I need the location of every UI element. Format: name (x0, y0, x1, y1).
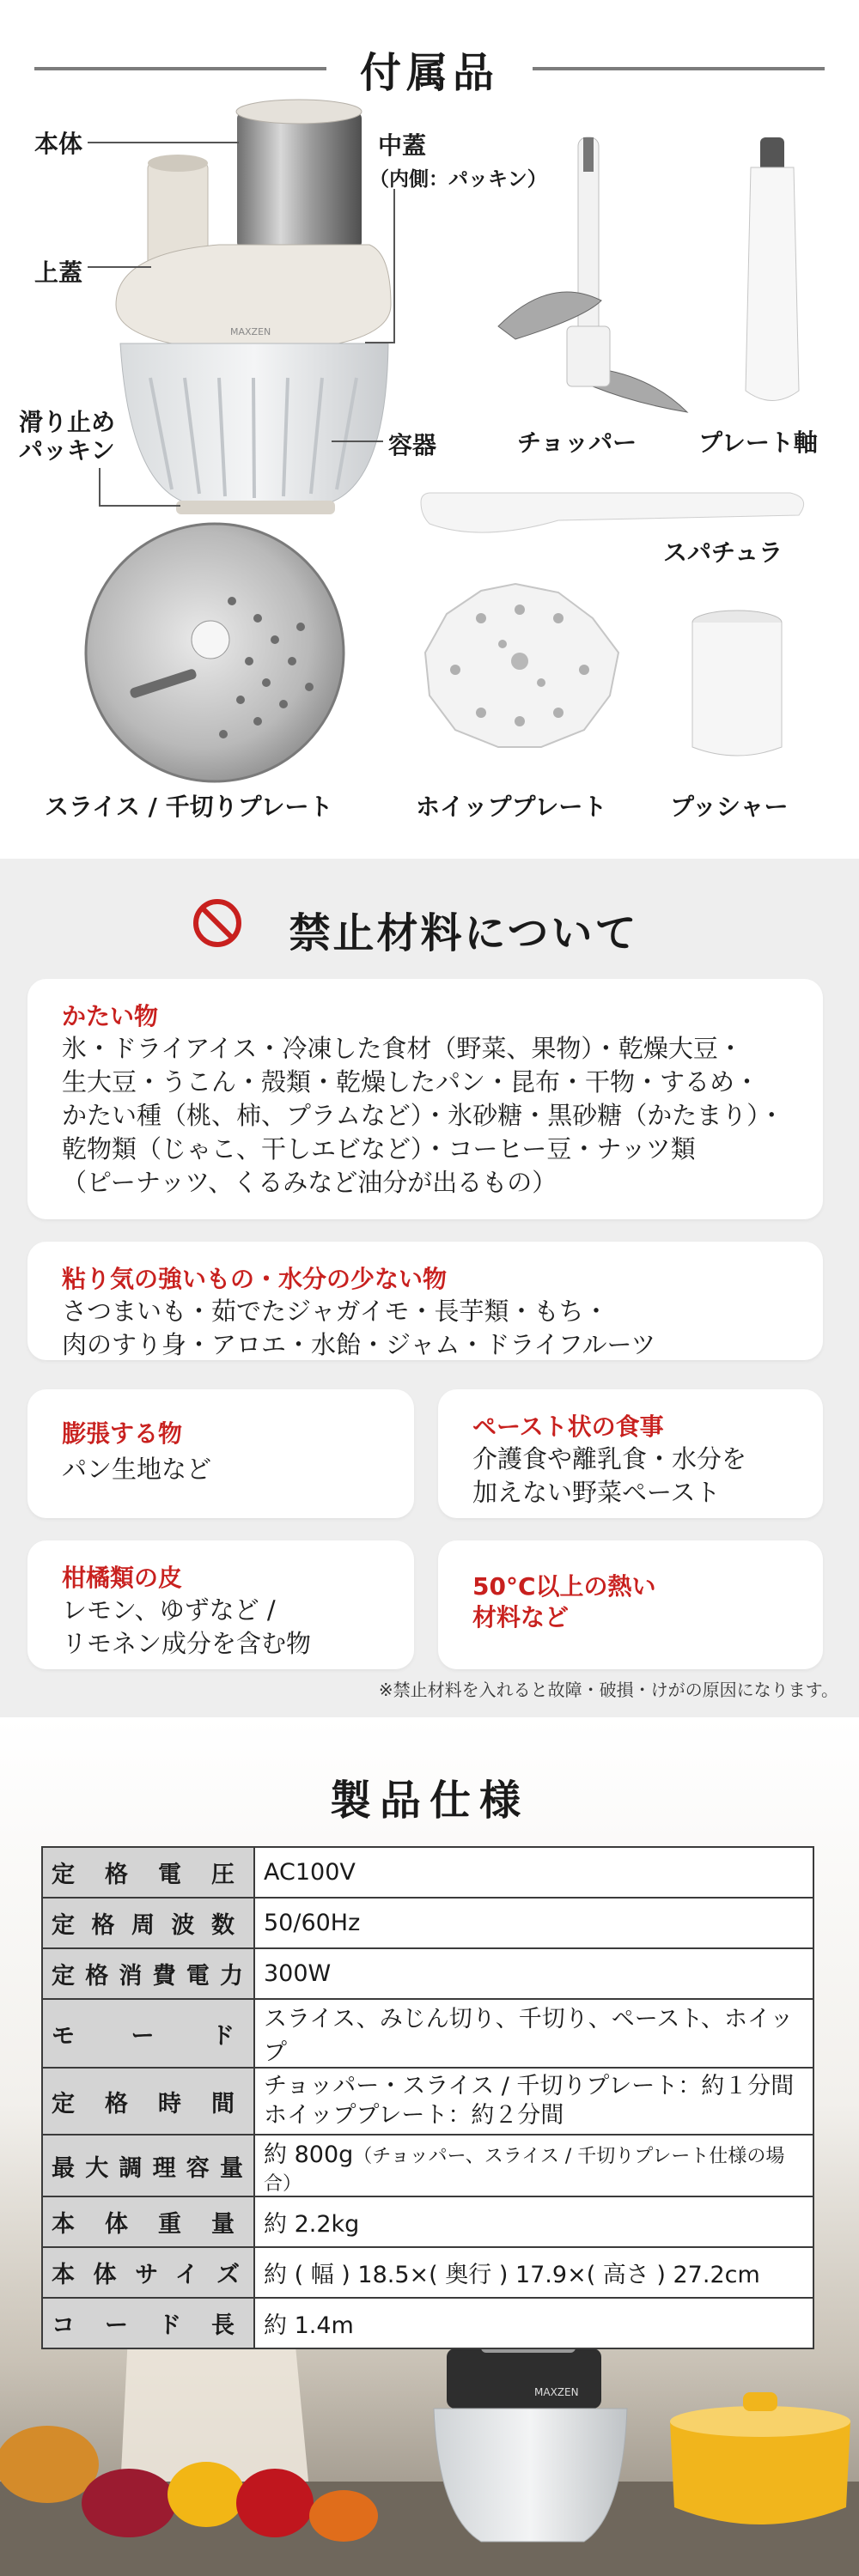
spec-value: 50/60Hz (254, 1898, 813, 1948)
middle-lid-leader-line (393, 189, 395, 343)
accessories-title: 付属品 (359, 49, 499, 97)
spec-key: 最大調理容量 (42, 2135, 254, 2196)
card-hot-items (438, 1540, 823, 1669)
prohibited-note: ※禁止材料を入れると故障・破損・けがの原因になります。 (378, 1680, 838, 1700)
card-heading: 膨張する物 (62, 1419, 183, 1448)
card-body: パン生地など (62, 1455, 212, 1484)
table-row (42, 2068, 813, 2135)
specs-title: 製品仕様 (329, 1777, 529, 1825)
label-body: 本体 (34, 130, 83, 158)
label-whip-plate: ホイッププレート (416, 793, 607, 821)
spec-value: 約 2.2kg (254, 2196, 813, 2247)
spec-key: モード (42, 1999, 254, 2068)
spec-value: 約 1.4m (254, 2298, 813, 2348)
spec-key: コード長 (42, 2298, 254, 2348)
table-row (42, 1999, 813, 2068)
table-row (42, 2247, 813, 2298)
plate-shaft-illustration (746, 137, 799, 401)
spec-key: 本体サイズ (42, 2247, 254, 2298)
card-body: 介護食や離乳食・水分を 加えない野菜ペースト (472, 1444, 747, 1507)
body-leader-line (88, 142, 239, 143)
table-row (42, 1898, 813, 1948)
kitchen-photo-brand-text: MAXZEN (534, 2386, 579, 2398)
card-heading: かたい物 (62, 1002, 159, 1030)
food-processor-illustration (116, 100, 391, 514)
spec-value: 約 ( 幅 ) 18.5×( 奥行 ) 17.9×( 高さ ) 27.2cm (254, 2247, 813, 2298)
pusher-illustration (692, 611, 782, 756)
specs-table (41, 1846, 814, 2349)
table-row (42, 1948, 813, 1999)
label-pusher: プッシャー (670, 793, 789, 821)
card-sticky-items (27, 1242, 823, 1360)
card-heading: 50°C以上の熱い 材料など (472, 1572, 656, 1631)
spec-value: 約 800g (264, 2142, 354, 2168)
label-plate-shaft: プレート軸 (698, 428, 818, 457)
slice-plate-illustration (86, 524, 344, 781)
label-upper-lid: 上蓋 (34, 258, 83, 287)
spec-key: 定格消費電力 (42, 1948, 254, 1999)
card-expanding-items (27, 1389, 414, 1518)
label-slice-plate: スライス / 千切りプレート (45, 793, 333, 821)
label-anti-slip-1: 滑り止め (19, 408, 116, 436)
label-anti-slip-2: パッキン (19, 436, 115, 465)
accessories-section (0, 0, 859, 859)
spec-key: 定格周波数 (42, 1898, 254, 1948)
label-chopper: チョッパー (517, 428, 637, 457)
label-middle-lid: 中蓋 (378, 131, 427, 160)
container-leader-line (332, 440, 383, 442)
prohibited-section (0, 859, 859, 1717)
card-heading: ペースト状の食事 (472, 1413, 664, 1441)
spec-key: 本体重量 (42, 2196, 254, 2247)
kitchen-photo-processor (434, 2318, 627, 2542)
spec-key: 定格電圧 (42, 1847, 254, 1898)
card-body: さつまいも・茹でたジャガイモ・長芋類・もち・ 肉のすり身・アロエ・水飴・ジャム・ドライフルーツ (62, 1297, 656, 1359)
anti-slip-leader-line (99, 468, 101, 507)
label-middle-lid-note: （内側：パッキン） (369, 168, 547, 191)
upper-lid-leader-line (88, 266, 151, 268)
whip-plate-illustration (425, 584, 618, 747)
spec-value: チョッパー・スライス / 千切りプレート：約１分間 ホイッププレート：約２分間 (254, 2068, 813, 2135)
card-body: レモン、ゆずなど / リモネン成分を含む物 (62, 1595, 312, 1658)
specs-section (0, 1717, 859, 2576)
card-paste-food (438, 1389, 823, 1518)
spec-value-note: （チョッパー、スライス / 千切りプレート仕様の場合） (264, 2146, 785, 2195)
spec-value: 300W (254, 1948, 813, 1999)
spatula-illustration (421, 493, 804, 532)
card-heading: 粘り気の強いもの・水分の少ない物 (62, 1265, 448, 1293)
spec-value: スライス、みじん切り、千切り、ペースト、ホイップ (254, 1999, 813, 2068)
spec-value-cell (254, 2135, 813, 2196)
table-row (42, 2298, 813, 2348)
table-row (42, 2196, 813, 2247)
card-body: 氷・ドライアイス・冷凍した食材（野菜、果物）・乾燥大豆・ 生大豆・うこん・殻類・乾燥したパン・昆布・干物・するめ・ かたい種（桃、柿、プラムなど）・氷砂糖・黒砂糖（かたまり）・ 乾物類（じゃこ、干しエビなど）・コーヒー豆・ナッツ類 （ピーナッツ、くるみなど油分が出るもの） (62, 1034, 784, 1197)
card-heading: 柑橘類の皮 (62, 1564, 183, 1592)
label-container: 容器 (388, 431, 437, 459)
anti-slip-leader-line-h (99, 505, 180, 507)
card-citrus-peel (27, 1540, 414, 1669)
processor-brand-text: MAXZEN (230, 326, 271, 337)
card-hard-items (27, 979, 823, 1219)
label-spatula: スパチュラ (663, 538, 783, 567)
spec-value: AC100V (254, 1847, 813, 1898)
kitchen-photo-pot (670, 2392, 850, 2524)
table-row (42, 2135, 813, 2196)
middle-lid-leader-line-h (365, 342, 395, 343)
prohibited-title: 禁止材料について (289, 909, 639, 957)
table-row (42, 1847, 813, 1898)
spec-key: 定格時間 (42, 2068, 254, 2135)
